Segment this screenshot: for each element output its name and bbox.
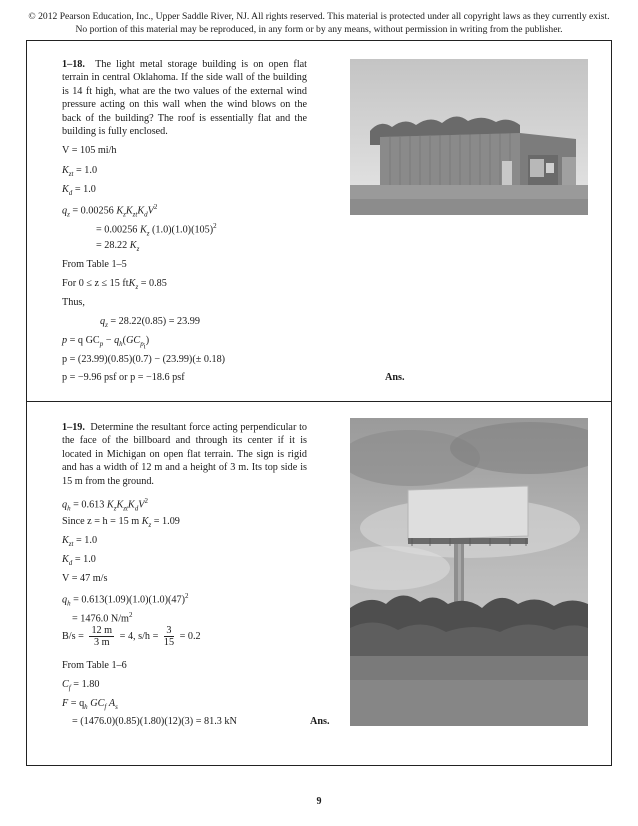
eq-qz-result: $q_z = 28.22(0.85) = 23.99$ [100,316,200,330]
eq-kd: $K_d = 1.0$ [62,184,96,198]
eq-qh-result: = 1476.0 $N/m^2$ [72,611,133,625]
eq-wind-speed: V = 47 m/s [62,573,108,584]
from-table-1-5: From Table 1–5 [62,259,127,270]
eq-kzt: $K_{zt} = 1.0$ [62,165,98,179]
problem-1-19-statement [62,421,307,488]
storage-building-photo [350,59,588,215]
problem-number: 1–19. [62,422,85,433]
eq-pressure-numeric: p = (23.99)(0.85)(0.7) − (23.99)(± 0.18) [62,354,226,365]
problem-1-18-statement [62,58,307,138]
eq-ratios: B/s = $\frac{12 m}{3 m}$ = 4, s/h = $\frac{3}{15}$ = 0.2 [62,625,201,648]
from-table-1-6: From Table 1–6 [62,660,127,671]
answer-label: Ans. [385,372,405,383]
eq-qh-formula: $q_h = 0.613$ $K_zK_{zt}K_dV^2$ [62,497,148,513]
eq-cf: $C_f = 1.80$ [62,679,100,693]
eq-force-formula: $F = q_h$ $GC_f$ $A_s$ [62,698,118,712]
page-number: 9 [316,796,322,807]
billboard-photo [350,418,588,726]
eq-kd: $K_d = 1.0$ [62,554,96,568]
section-divider [26,401,612,402]
eq-qz-simplified: = 28.22 $K_z$ [96,240,140,254]
copyright-header [0,10,638,36]
eq-pressure-formula: p = q $GC_p - q_h(GC_{p_i})$ [62,335,150,351]
eq-qz-formula: $q_z = 0.00256$ $K_zK_{zt}K_dV^2$ [62,203,158,219]
eq-force-result: = (1476.0)(0.85)(1.80)(12)(3) = 81.3 kN [72,716,237,727]
eq-qh-substituted: $q_h = 0.613(1.09)(1.0)(1.0)(47)^2$ [62,592,189,608]
answer-label: Ans. [310,716,330,727]
eq-kzt: $K_{zt} = 1.0$ [62,535,98,549]
problem-number: 1–18. [62,59,85,70]
problem-text: Determine the resultant force acting perpendicular to the face of the billboard and through its center if it is located in Michigan on open flat terrain. The sign is rigid and has a width of 12 m and a height of 3 m. Its top side is 15 m from the ground. [62,422,307,487]
problem-text: The light metal storage building is on open flat terrain in central Oklahoma. If the side wall of the building is 14 ft high, what are the two values of the external wind pressure acting on this wall when the wind blows on the back of the building? The roof is essentially flat and the building is fully enclosed. [62,59,308,138]
eq-kz-range: For 0 ≤ z ≤ 15 ftK$_z$ = 0.85 [62,278,167,292]
thus-label: Thus, [62,297,85,308]
copyright-line-1: © 2012 Pearson Education, Inc., Upper Saddle River, NJ. All rights reserved. This material is protected under all copyright laws as they currently exist. [28,11,610,22]
eq-pressure-result: p = −9.96 psf or p = −18.6 psf [62,372,185,383]
fraction-b-over-s: $\frac{12 m}{3 m}$ [91,625,113,648]
eq-kz-height: Since z = h = 15 m $K_z = 1.09$ [62,516,180,530]
eq-wind-speed: V = 105 mi/h [62,145,117,156]
eq-qz-substituted: = 0.00256 $K_z$ $(1.0)(1.0)(105)^2$ [96,222,217,238]
fraction-s-over-h: $\frac{3}{15}$ [163,625,175,648]
copyright-line-2: No portion of this material may be reproduced, in any form or by any means, without permission in writing from the publisher. [75,24,563,35]
